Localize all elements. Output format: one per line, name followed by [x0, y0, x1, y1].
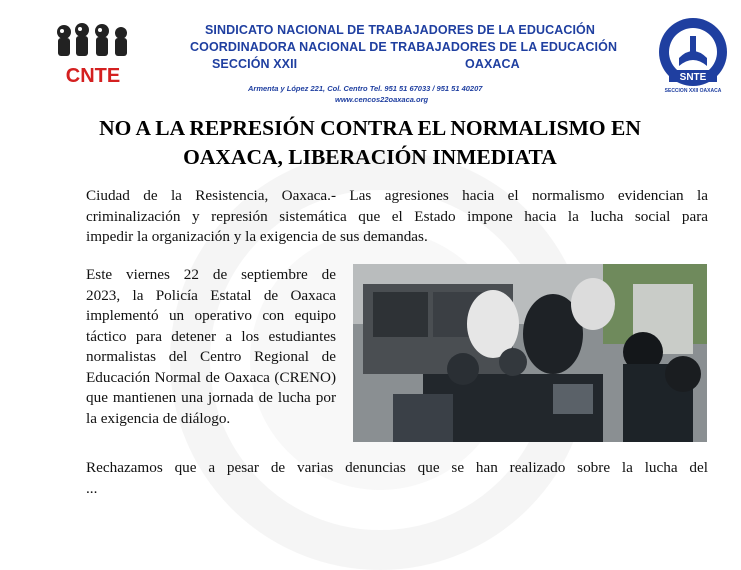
snte-logo — [655, 14, 731, 98]
paragraph-3 — [86, 458, 708, 499]
paragraph-1-line: criminalización y represión sistemática que el Estado impone hacia la lucha social para — [86, 207, 708, 225]
address-line: Armenta y López 221, Col. Centro Tel. 951 51 67033 / 951 51 40207 — [248, 84, 483, 93]
org-line-1: SINDICATO NACIONAL DE TRABAJADORES DE LA EDUCACIÓN — [205, 23, 595, 37]
police-operation-photo — [353, 264, 707, 442]
letterhead — [0, 0, 741, 112]
org-line-2: COORDINADORA NACIONAL DE TRABAJADORES DE LA EDUCACIÓN — [190, 40, 618, 54]
document-title — [40, 114, 700, 172]
paragraph-3-line: ... — [86, 479, 98, 497]
paragraph-2-line: normalistas del Centro Regional de — [86, 348, 336, 365]
paragraph-1 — [86, 186, 708, 248]
paragraph-2-line: implementó un operativo con equipo — [86, 307, 336, 324]
cnte-logo — [50, 18, 136, 88]
snte-logo-subtext: SECCION XXII OAXACA — [664, 88, 722, 94]
title-line-2: OAXACA, LIBERACIÓN INMEDIATA — [183, 145, 557, 169]
paragraph-1-line: Ciudad de la Resistencia, Oaxaca.- Las agresiones hacia el normalismo evidencian la — [86, 187, 708, 204]
paragraph-2-line: Este viernes 22 de septiembre de — [86, 266, 336, 283]
paragraph-2-line: Educación Normal de Oaxaca (CRENO) — [86, 368, 336, 386]
section-label: SECCIÓN XXII — [212, 57, 298, 71]
paragraph-1-line: impedir la organización y la exigencia de sus demandas. — [86, 228, 428, 245]
paragraph-3-line: Rechazamos que a pesar de varias denuncias que se han realizado sobre la lucha del — [86, 459, 708, 476]
cnte-logo-text: CNTE — [65, 65, 121, 87]
title-line-1: NO A LA REPRESIÓN CONTRA EL NORMALISMO EN — [99, 116, 641, 140]
website-link[interactable]: www.cencos22oaxaca.org — [335, 95, 429, 104]
state-label: OAXACA — [465, 57, 520, 71]
snte-logo-text: SNTE — [679, 72, 707, 83]
paragraph-2 — [86, 265, 336, 429]
paragraph-2-line: la exigencia de diálogo. — [86, 409, 231, 427]
paragraph-2-line: táctico para detener a los estudiantes — [86, 327, 336, 345]
paragraph-2-line: que mantienen una jornada de lucha por — [86, 389, 336, 406]
paragraph-2-line: 2023, la Policía Estatal de Oaxaca — [86, 286, 336, 304]
